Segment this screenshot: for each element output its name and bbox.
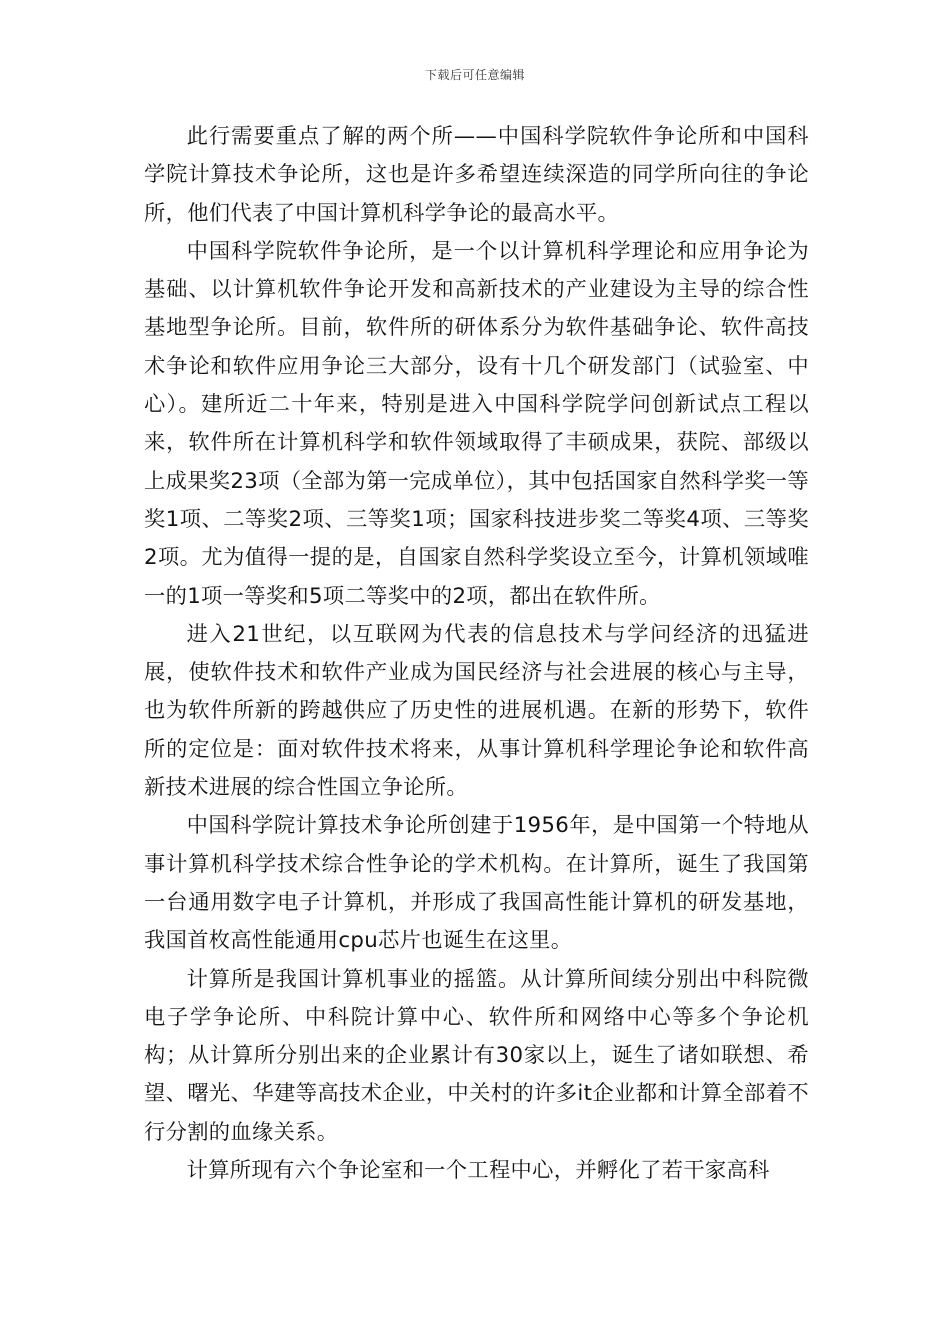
paragraph-labs: 计算所现有六个争论室和一个工程中心，并孵化了若干家高科 <box>186 1158 770 1184</box>
paragraph-computing-institute: 中国科学院计算技术争论所创建于1956年，是中国第一个特地从事计算机科学技术综合性争论的学术机构。在计算所，诞生了我国第一台通用数字电子计算机，并形成了我国高性能计算机的研发基地，我国首枚高性能通用cpu芯片也诞生在这里。 <box>144 813 809 954</box>
paragraph-software-institute: 中国科学院软件争论所，是一个以计算机科学理论和应用争论为基础、以计算机软件争论开发和高新技术的产业建设为主导的综合性基地型争论所。目前，软件所的研体系分为软件基础争论、软件高技术争论和软件应用争论三大部分，设有十几个研发部门（试验室、中心）。建所近二十年来，特别是进入中国科学院学问创新试点工程以来，软件所在计算机科学和软件领域取得了丰硕成果，获院、部级以上成果奖23项（全部为第一完成单位），其中包括国家自然科学奖一等奖1项、二等奖2项、三等奖1项；国家科技进步奖二等奖4项、三等奖2项。尤为值得一提的是，自国家自然科学奖设立至今，计算机领域唯一的1项一等奖和5项二等奖中的2项，都出在软件所。 <box>144 238 809 609</box>
paragraph-cradle: 计算所是我国计算机事业的摇篮。从计算所间续分别出中科院微电子学争论所、中科院计算中心、软件所和网络中心等多个争论机构；从计算所分别出来的企业累计有30家以上，诞生了诸如联想、希望、曙光、华建等高技术企业，中关村的许多it企业都和计算全部着不行分割的血缘关系。 <box>144 966 809 1145</box>
page-header-note: 下载后可任意编辑 <box>424 68 525 82</box>
document-body <box>144 118 809 1190</box>
paragraph-21st-century: 进入21世纪，以互联网为代表的信息技术与学问经济的迅猛进展，使软件技术和软件产业成为国民经济与社会进展的核心与主导，也为软件所新的跨越供应了历史性的进展机遇。在新的形势下，软件所的定位是：面对软件技术将来，从事计算机科学理论争论和软件高新技术进展的综合性国立争论所。 <box>144 621 809 801</box>
paragraph-overview: 此行需要重点了解的两个所——中国科学院软件争论所和中国科学院计算技术争论所，这也是许多希望连续深造的同学所向往的争论所，他们代表了中国计算机科学争论的最高水平。 <box>144 124 809 226</box>
